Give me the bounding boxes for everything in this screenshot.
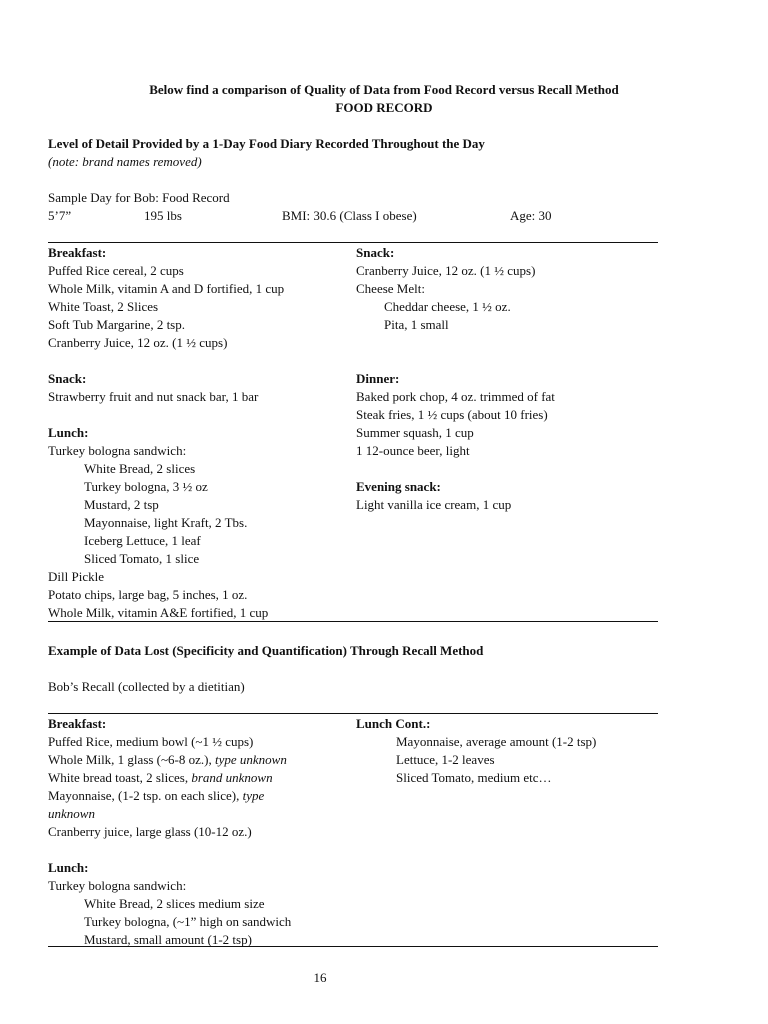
- list-item: Whole Milk, vitamin A&E fortified, 1 cup: [48, 605, 269, 620]
- list-item: Mayonnaise, (1-2 tsp. on each slice), type: [48, 788, 265, 803]
- dinner-heading: Dinner:: [356, 371, 400, 386]
- list-item: Mustard, 2 tsp: [84, 497, 159, 512]
- list-item: Turkey bologna, 3 ½ oz: [84, 479, 208, 494]
- list-item: Puffed Rice cereal, 2 cups: [48, 263, 184, 278]
- list-item: Mayonnaise, light Kraft, 2 Tbs.: [84, 515, 248, 530]
- stat-height: 5’7”: [48, 208, 72, 223]
- list-item: White bread toast, 2 slices, brand unknown: [48, 770, 273, 785]
- divider-rule: [48, 242, 658, 243]
- list-item: Cranberry juice, large glass (10-12 oz.): [48, 824, 252, 839]
- evening-snack-heading: Evening snack:: [356, 479, 441, 494]
- list-item: Pita, 1 small: [384, 317, 449, 332]
- list-item: Steak fries, 1 ½ cups (about 10 fries): [356, 407, 548, 422]
- document-subheading: FOOD RECORD: [335, 100, 433, 115]
- list-item: White Bread, 2 slices: [84, 461, 196, 476]
- recall-left-column: [48, 715, 291, 949]
- list-item: Sliced Tomato, 1 slice: [84, 551, 200, 566]
- divider-rule: [48, 946, 658, 947]
- list-item: Cheese Melt:: [356, 281, 425, 296]
- list-item: Dill Pickle: [48, 569, 104, 584]
- list-item: Turkey bologna sandwich:: [48, 443, 187, 458]
- list-item: Light vanilla ice cream, 1 cup: [356, 497, 512, 512]
- snack-heading: Snack:: [48, 371, 87, 386]
- list-item: Whole Milk, vitamin A and D fortified, 1 cup: [48, 281, 285, 296]
- stat-bmi: BMI: 30.6 (Class I obese): [282, 208, 417, 223]
- lunch-cont-heading: Lunch Cont.:: [356, 716, 431, 731]
- list-item: Whole Milk, 1 glass (~6-8 oz.), type unknown: [48, 752, 287, 767]
- list-item: Cheddar cheese, 1 ½ oz.: [384, 299, 511, 314]
- list-item: 1 12-ounce beer, light: [356, 443, 470, 458]
- recall-label: Bob’s Recall (collected by a dietitian): [48, 679, 245, 694]
- list-item: Summer squash, 1 cup: [356, 425, 474, 440]
- list-item: White Bread, 2 slices medium size: [84, 896, 265, 911]
- lunch-heading: Lunch:: [48, 860, 89, 875]
- list-item: Lettuce, 1-2 leaves: [396, 752, 495, 767]
- breakfast-heading: Breakfast:: [48, 245, 107, 260]
- food-record-right-column: [356, 244, 555, 514]
- list-item: Potato chips, large bag, 5 inches, 1 oz.: [48, 587, 248, 602]
- list-item: Mayonnaise, average amount (1-2 tsp): [396, 734, 597, 749]
- list-item: White Toast, 2 Slices: [48, 299, 159, 314]
- list-item: Sliced Tomato, medium etc…: [396, 770, 552, 785]
- list-item-continuation: unknown: [48, 806, 95, 821]
- recall-right-column: [356, 715, 596, 787]
- list-item: Cranberry Juice, 12 oz. (1 ½ cups): [48, 335, 228, 350]
- breakfast-heading: Breakfast:: [48, 716, 107, 731]
- section-title-food-diary: Level of Detail Provided by a 1-Day Food Diary Recorded Throughout the Day: [48, 136, 485, 151]
- snack-heading: Snack:: [356, 245, 395, 260]
- divider-rule: [48, 621, 658, 622]
- section-note: (note: brand names removed): [48, 154, 202, 169]
- list-item: Cranberry Juice, 12 oz. (1 ½ cups): [356, 263, 536, 278]
- sample-day-label: Sample Day for Bob: Food Record: [48, 190, 230, 205]
- list-item: Mustard, small amount (1-2 tsp): [84, 932, 252, 947]
- list-item: Soft Tub Margarine, 2 tsp.: [48, 317, 185, 332]
- list-item: Iceberg Lettuce, 1 leaf: [84, 533, 201, 548]
- stat-weight: 195 lbs: [144, 208, 182, 223]
- section-title-recall: Example of Data Lost (Specificity and Quantification) Through Recall Method: [48, 643, 484, 658]
- list-item: Strawberry fruit and nut snack bar, 1 bar: [48, 389, 259, 404]
- lunch-heading: Lunch:: [48, 425, 89, 440]
- food-record-left-column: [48, 244, 284, 622]
- list-item: Turkey bologna sandwich:: [48, 878, 187, 893]
- list-item: Baked pork chop, 4 oz. trimmed of fat: [356, 389, 555, 404]
- list-item: Puffed Rice, medium bowl (~1 ½ cups): [48, 734, 254, 749]
- divider-rule: [48, 713, 658, 714]
- list-item: Turkey bologna, (~1” high on sandwich: [84, 914, 292, 929]
- stat-age: Age: 30: [510, 208, 552, 223]
- document-heading: Below find a comparison of Quality of Data from Food Record versus Recall Method: [149, 82, 619, 97]
- page-number: 16: [313, 970, 327, 985]
